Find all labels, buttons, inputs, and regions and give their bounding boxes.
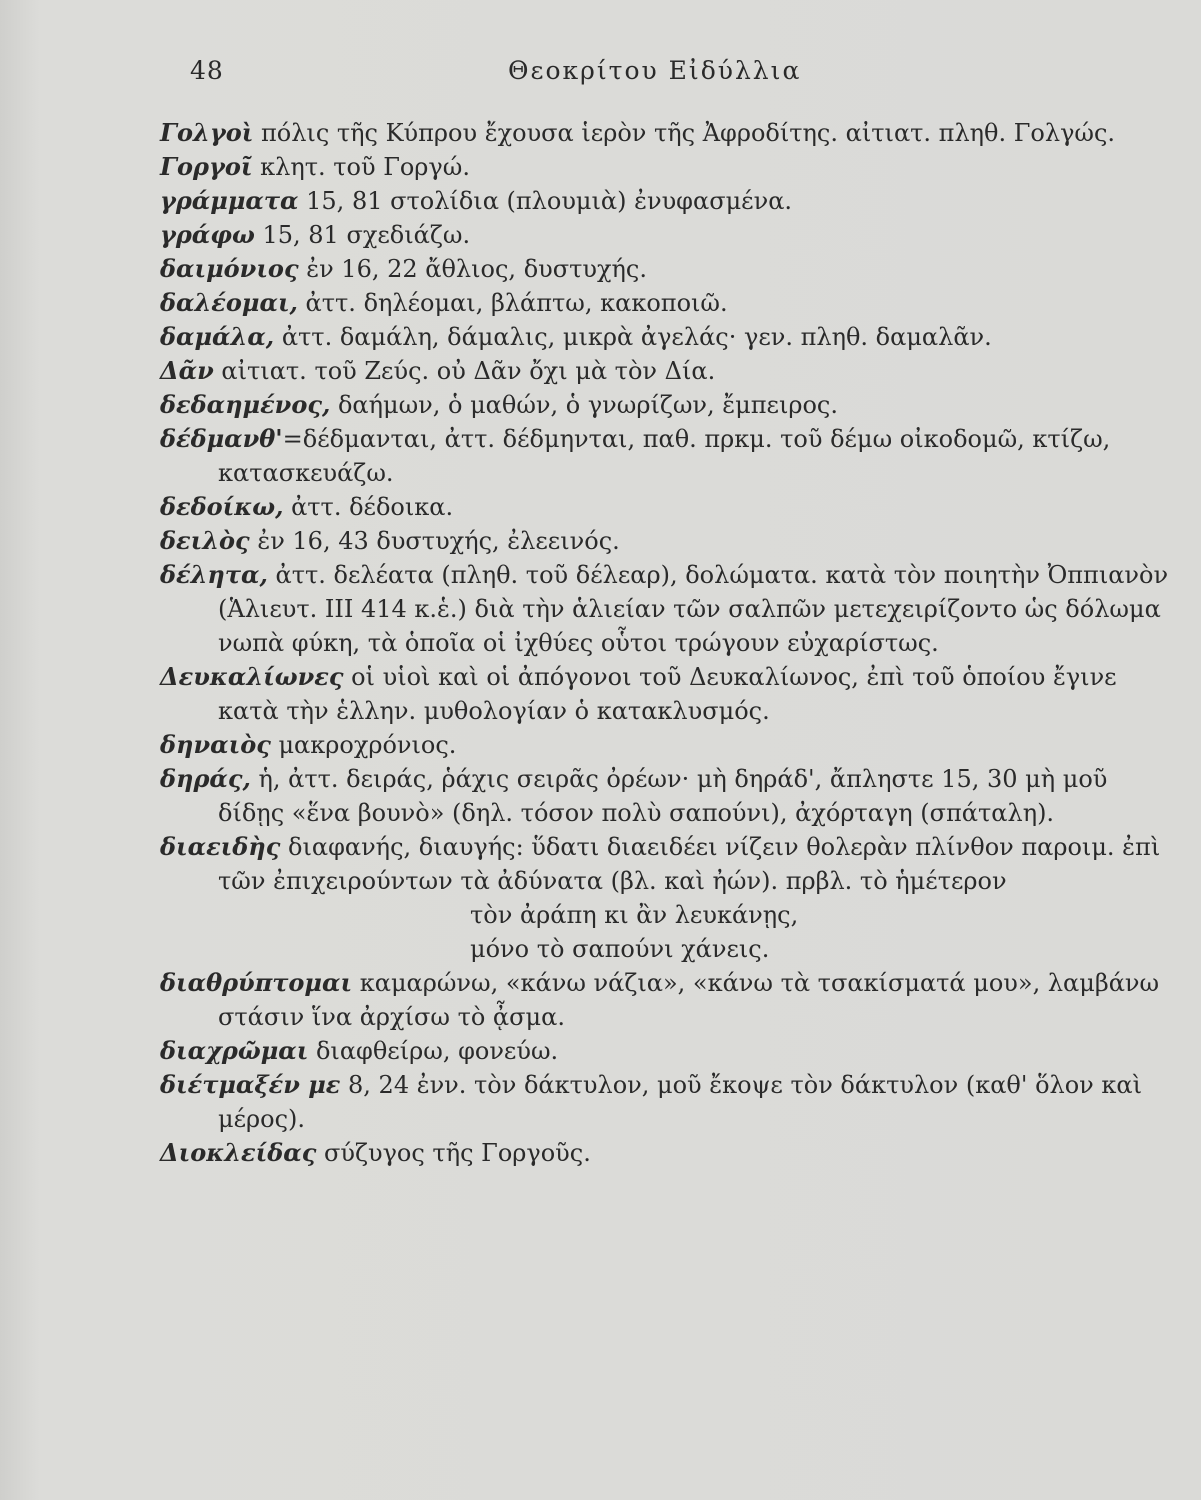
glossary-entry bbox=[160, 762, 1170, 830]
glossary-entry bbox=[160, 150, 1170, 184]
entry-lemma: δεδοίκω, bbox=[160, 492, 284, 521]
glossary-entry bbox=[160, 1034, 1170, 1068]
quote-line: τὸν ἀράπη κι ἂν λευκάνῃς, bbox=[470, 901, 799, 929]
glossary-entry bbox=[160, 1136, 1170, 1170]
entry-lemma: Γολγοὶ bbox=[160, 118, 254, 147]
entry-lemma: διαειδὴς bbox=[160, 832, 281, 861]
entry-lemma: Δᾶν bbox=[160, 356, 214, 385]
glossary-entry bbox=[160, 116, 1170, 150]
entry-lemma: διαχρῶμαι bbox=[160, 1036, 309, 1065]
glossary-entry bbox=[160, 184, 1170, 218]
entry-lemma: διαθρύπτομαι bbox=[160, 968, 353, 997]
entry-text: ἀττ. δηλέομαι, βλάπτω, κακοποιῶ. bbox=[305, 289, 728, 317]
entry-lemma: Δευκαλίωνες bbox=[160, 662, 344, 691]
entry-text: ἀττ. δαμάλη, δάμαλις, μικρὰ ἀγελάς· γεν. πληθ. δαμαλᾶν. bbox=[281, 323, 992, 351]
entry-lemma: διέτμαξέν με bbox=[160, 1070, 341, 1099]
entry-lemma: δειλὸς bbox=[160, 526, 250, 555]
quote-line: μόνο τὸ σαπούνι χάνεις. bbox=[470, 935, 770, 963]
glossary-entry bbox=[160, 1068, 1170, 1136]
entry-text: ἀττ. δελέατα (πληθ. τοῦ δέλεαρ), δολώματα. κατὰ τὸν ποιητὴν Ὀππιανὸν (Ἁλιευτ. III 414 κ.ἑ.) διὰ τὴν ἁλιείαν τῶν σαλπῶν μετεχειρίζοντο ὡς δόλωμα νωπὰ φύκη, τὰ ὁποῖα οἱ ἰχθύες οὗτοι τρώγουν εὐχαρίστως. bbox=[218, 561, 1169, 657]
glossary-entry bbox=[160, 354, 1170, 388]
entry-lemma: δαλέομαι, bbox=[160, 288, 298, 317]
entry-text: σύζυγος τῆς Γοργοῦς. bbox=[324, 1139, 591, 1167]
entry-text: μακροχρόνιος. bbox=[278, 731, 457, 759]
entry-text: διαφθείρω, φονεύω. bbox=[315, 1037, 559, 1065]
glossary-entry bbox=[160, 388, 1170, 422]
entry-lemma: δαμάλα, bbox=[160, 322, 275, 351]
running-title: Θεοκρίτου Εἰδύλλια bbox=[508, 56, 802, 85]
glossary-entry bbox=[160, 524, 1170, 558]
entry-text: ἡ, ἀττ. δειράς, ῥάχις σειρᾶς ὀρέων· μὴ δηράδ', ἄπληστε 15, 30 μὴ μοῦ δίδῃς «ἕνα βουνὸ» (δηλ. τόσον πολὺ σαπούνι), ἀχόρταγη (σπάταλη). bbox=[218, 765, 1108, 827]
entry-text: =δέδμανται, ἀττ. δέδμηνται, παθ. πρκμ. τοῦ δέμω οἰκοδομῶ, κτίζω, κατασκευάζω. bbox=[218, 425, 1111, 487]
entry-text: ἐν 16, 43 δυστυχής, ἐλεεινός. bbox=[257, 527, 620, 555]
running-header bbox=[190, 56, 890, 96]
entry-lemma: δέλητα, bbox=[160, 560, 268, 589]
glossary-entry bbox=[160, 320, 1170, 354]
entry-lemma: Γοργοῖ bbox=[160, 152, 253, 181]
entry-lemma: Διοκλείδας bbox=[160, 1138, 317, 1167]
entry-lemma: δηναιὸς bbox=[160, 730, 271, 759]
glossary-entry bbox=[160, 252, 1170, 286]
glossary-body bbox=[160, 116, 1170, 1170]
entry-text: 15, 81 σχεδιάζω. bbox=[262, 221, 471, 249]
entry-lemma: δαιμόνιος bbox=[160, 254, 299, 283]
entry-lemma: δέδμανθ' bbox=[160, 424, 283, 453]
entry-text: αἰτιατ. τοῦ Ζεύς. οὐ Δᾶν ὄχι μὰ τὸν Δία. bbox=[221, 357, 716, 385]
page-number: 48 bbox=[190, 56, 224, 85]
entry-text: ἀττ. δέδοικα. bbox=[291, 493, 454, 521]
proverb-quote bbox=[470, 898, 1170, 966]
entry-text: 15, 81 στολίδια (πλουμιὰ) ἐνυφασμένα. bbox=[306, 187, 793, 215]
glossary-entry bbox=[160, 490, 1170, 524]
glossary-entry bbox=[160, 728, 1170, 762]
entry-text: κλητ. τοῦ Γοργώ. bbox=[260, 153, 470, 181]
entry-text: καμαρώνω, «κάνω νάζια», «κάνω τὰ τσακίσματά μου», λαμβάνω στάσιν ἵνα ἀρχίσω τὸ ᾆσμα. bbox=[218, 969, 1160, 1031]
glossary-entry bbox=[160, 286, 1170, 320]
entry-text: δαήμων, ὁ μαθών, ὁ γνωρίζων, ἔμπειρος. bbox=[337, 391, 839, 419]
glossary-entry bbox=[160, 830, 1170, 898]
entry-text: 8, 24 ἐνν. τὸν δάκτυλον, μοῦ ἔκοψε τὸν δάκτυλον (καθ' ὅλον καὶ μέρος). bbox=[218, 1071, 1143, 1133]
entry-text: ἐν 16, 22 ἄθλιος, δυστυχής. bbox=[306, 255, 647, 283]
glossary-entry bbox=[160, 660, 1170, 728]
entry-lemma: δηράς, bbox=[160, 764, 251, 793]
entry-text: διαφανής, διαυγής: ὕδατι διαειδέει νίζειν θολερὰν πλίνθον παροιμ. ἐπὶ τῶν ἐπιχειρούντων τὰ ἀδύνατα (βλ. καὶ ἠών). πρβλ. τὸ ἡμέτερον bbox=[218, 833, 1161, 895]
entry-lemma: γράμματα bbox=[160, 186, 299, 215]
glossary-entry bbox=[160, 558, 1170, 660]
glossary-entry bbox=[160, 218, 1170, 252]
glossary-entry bbox=[160, 966, 1170, 1034]
entry-text: πόλις τῆς Κύπρου ἔχουσα ἱερὸν τῆς Ἀφροδίτης. αἰτιατ. πληθ. Γολγώς. bbox=[260, 119, 1116, 147]
entry-lemma: δεδαημένος, bbox=[160, 390, 331, 419]
glossary-entry bbox=[160, 422, 1170, 490]
entry-text: οἱ υἱοὶ καὶ οἱ ἀπόγονοι τοῦ Δευκαλίωνος, ἐπὶ τοῦ ὁποίου ἔγινε κατὰ τὴν ἑλλην. μυθολογίαν ὁ κατακλυσμός. bbox=[218, 663, 1117, 725]
entry-lemma: γράφω bbox=[160, 220, 255, 249]
